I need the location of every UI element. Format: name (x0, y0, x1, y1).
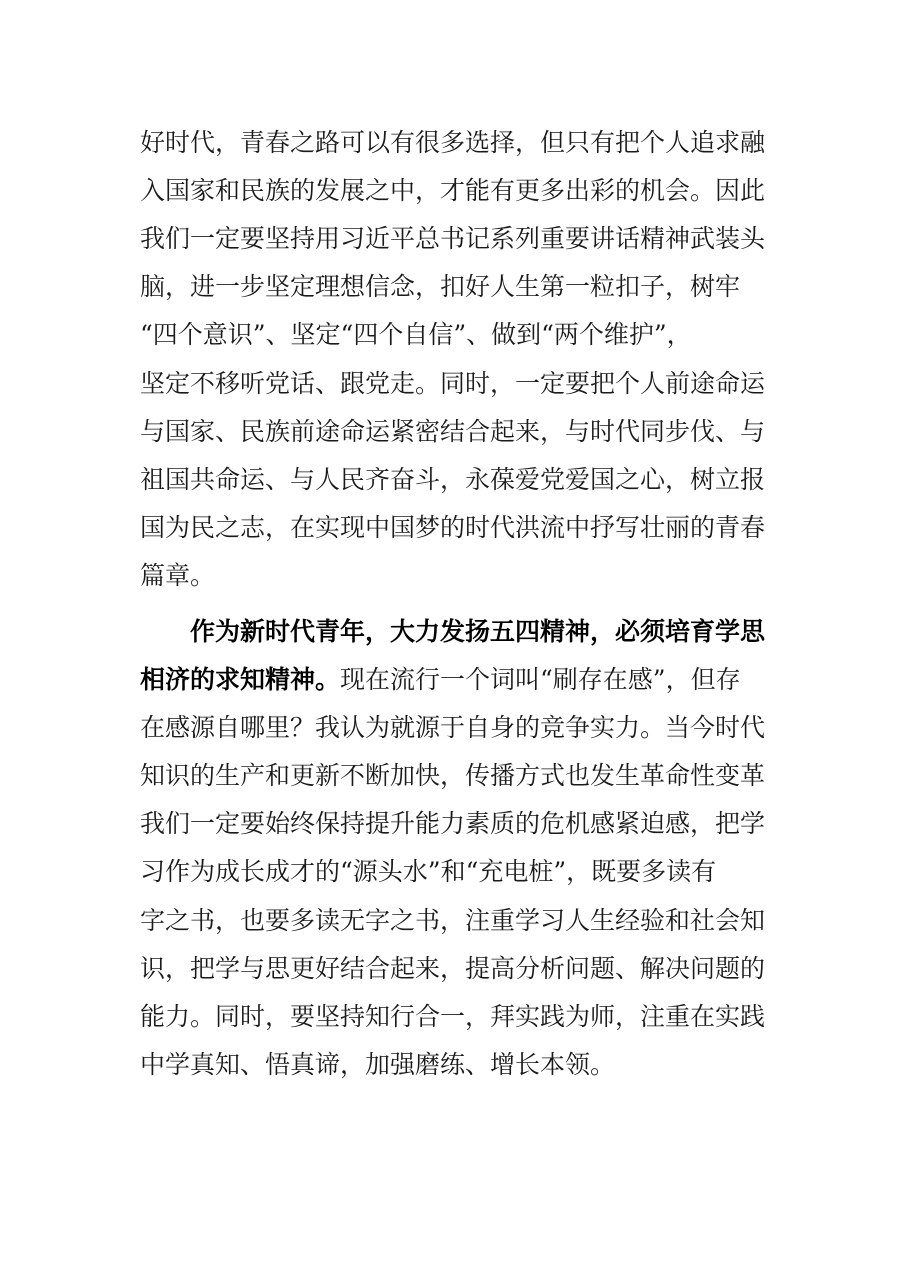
paragraph-2-line: 习作为成长成才的“源头水”和“充电桩”，既要多读有 (140, 857, 717, 886)
paragraph-1-line: 篇章。 (140, 561, 216, 590)
paragraph-1-line: 我们一定要坚持用习近平总书记系列重要讲话精神武装头 (140, 224, 766, 253)
paragraph-1-line: 国为民之志，在实现中国梦的时代洪流中抒写壮丽的青春 (140, 513, 766, 542)
paragraph-1-line: 脑，进一步坚定理想信念，扣好人生第一粒扣子，树牢 (140, 272, 741, 301)
paragraph-1-line: 入国家和民族的发展之中，才能有更多出彩的机会。因此 (140, 176, 766, 205)
paragraph-2-line: 识，把学与思更好结合起来，提高分析问题、解决问题的 (140, 954, 766, 983)
paragraph-1-line: 与国家、民族前途命运紧密结合起来，与时代同步伐、与 (140, 417, 766, 446)
paragraph-2-heading: 作为新时代青年，大力发扬五四精神，必须培育学思 (190, 617, 766, 646)
paragraph-2-line: 字之书，也要多读无字之书，注重学习人生经验和社会知 (140, 906, 766, 935)
paragraph-2-line (140, 660, 780, 700)
paragraph-2-line: 知识的生产和更新不断加快，传播方式也发生革命性变革 (140, 761, 766, 790)
paragraph-2-text: 现在流行一个词叫“刷存在感”，但存 (340, 665, 741, 694)
paragraph-2-line: 我们一定要始终保持提升能力素质的危机感紧迫感，把学 (140, 809, 766, 838)
paragraph-2-line: 中学真知、悟真谛，加强磨练、增长本领。 (140, 1050, 616, 1079)
paragraph-1-line: 坚定不移听党话、跟党走。同时，一定要把个人前途命运 (140, 369, 766, 398)
paragraph-1-line: “四个意识”、坚定“四个自信”、做到“两个维护”， (140, 320, 692, 349)
paragraph-2-line (190, 612, 780, 652)
paragraph-2-line: 在感源自哪里？我认为就源于自身的竞争实力。当今时代 (140, 713, 766, 742)
paragraph-1-line: 好时代，青春之路可以有很多选择，但只有把个人追求融 (140, 128, 766, 157)
paragraph-1-line: 祖国共命运、与人民齐奋斗，永葆爱党爱国之心，树立报 (140, 465, 766, 494)
paragraph-2-heading-end: 相济的求知精神。 (140, 665, 341, 694)
paragraph-2-line: 能力。同时，要坚持知行合一，拜实践为师，注重在实践 (140, 1002, 766, 1031)
